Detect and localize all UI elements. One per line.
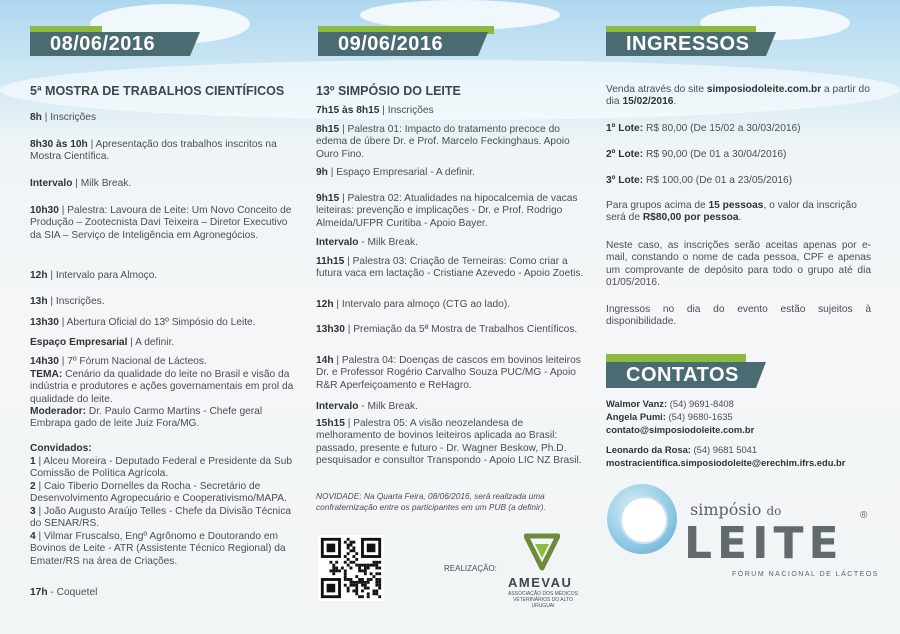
contatos-title: CONTATOS (626, 364, 739, 386)
schedule-entry: Intervalo - Milk Break. (316, 401, 418, 412)
ingressos-banner (606, 26, 786, 58)
date-2: 09/06/2016 (338, 33, 444, 55)
schedule-entry: 15h15 | Palestra 05: A visão neozelandesa de melhoramento de bovinos leiteiros aplicada ao Brasil: passado, presente e futuro - Dr. Wagner Beskow, Ph.D. pesquisador e consultor Transpondo - Apoio LIC NZ Brasil. (316, 418, 582, 467)
schedule-entry: 7h15 às 8h15 | Inscrições (316, 105, 434, 116)
schedule-entry: 9h | Espaço Empresarial - A definir. (316, 167, 475, 178)
caso-text: Neste caso, as inscrições serão aceitas apenas por e-mail, constando o nome de cada pessoa, CPF e apenas um comprovante de depósito para todo o grupo até dia 01/05/2016. (606, 240, 871, 289)
contact-item: Walmor Vanz: (54) 9691-8408 (606, 398, 734, 409)
realizacao-label: REALIZAÇÃO: (444, 564, 497, 573)
schedule-entry: 3 | João Augusto Araújo Telles - Chefe da Divisão Técnica do SENAR/RS. (30, 506, 292, 530)
schedule-entry: TEMA: Cenário da qualidade do leite no Brasil e visão da indústria e produtores e ações governamentais em prol da qualidade do leite. (30, 369, 294, 405)
date-1: 08/06/2016 (50, 33, 156, 55)
date-banner-2 (318, 26, 498, 58)
contatos-banner (606, 354, 776, 386)
schedule-entry: 12h | Intervalo para Almoço. (30, 270, 158, 281)
schedule-entry: 14h | Palestra 04: Doenças de cascos em bovinos leiteiros Dr. e Professor Rogério Carvalho Souza PUC/MG - Apoio R&R Aperfeiçoamento e ReHagro. (316, 355, 581, 391)
amevau-logo-icon (524, 532, 560, 572)
contact-email[interactable]: contato@simposiodoleite.com.br (606, 424, 755, 435)
schedule-entry: Intervalo - Milk Break. (316, 237, 418, 248)
contact-email[interactable]: mostracientifica.simposiodoleite@erechim.ifrs.edu.br (606, 457, 846, 468)
schedule-entry: 2 | Caio Tiberio Dornelles da Rocha - Secretário de Desenvolvimento Agropecuário e Cooperativismo/MAPA. (30, 481, 287, 505)
schedule-entry: 13h30 | Abertura Oficial do 13º Simpósio do Leite. (30, 317, 256, 328)
novidade-note: NOVIDADE: Na Quarta Feira, 08/06/2016, será realizada uma confraternização entre os participantes em um PUB (a definir). (316, 491, 546, 512)
schedule-entry: 12h | Intervalo para almoço (CTG ao lado). (316, 299, 511, 310)
lote-item: 2º Lote: R$ 90,00 (De 01 a 30/04/2016) (606, 149, 787, 160)
lote-item: 1º Lote: R$ 80,00 (De 15/02 a 30/03/2016) (606, 123, 801, 134)
schedule-entry: 1 | Alceu Moreira - Deputado Federal e Presidente da Sub Comissão de Política Agrícola. (30, 456, 293, 480)
grupo-text: Para grupos acima de 15 pessoas, o valor da inscrição será de R$80,00 por pessoa. (606, 200, 857, 224)
ingressos-intro: Venda através do site simposiodoleite.com.br a partir do dia 15/02/2016. (606, 84, 870, 108)
schedule-entry: 8h | Inscrições (30, 112, 97, 123)
qr-code[interactable] (318, 535, 384, 601)
contact-item: Leonardo da Rosa: (54) 9681 5041 (606, 444, 758, 455)
contact-item: Angela Pumi: (54) 9680-1635 (606, 411, 733, 422)
amevau-subtitle: ASSOCIAÇÃO DOS MÉDICOS VETERINÁRIOS DO ALTO URUGUAI (507, 591, 578, 609)
schedule-entry: 10h30 | Palestra: Lavoura de Leite: Um Novo Conceito de Produção – Zootecnista Davi Teixeira – Diretor Executivo da SIA – Serviço de Inteligência em Agronegócios. (30, 205, 292, 241)
ingressos-title: INGRESSOS (626, 33, 750, 55)
site-link[interactable]: simposiodoleite.com.br (706, 84, 822, 95)
logo-simposio: simpósio do (690, 500, 782, 519)
logo-forum: FÓRUM NACIONAL DE LÁCTEOS (732, 571, 879, 578)
schedule-entry: Espaço Empresarial | A definir. (30, 337, 175, 348)
date-banner-1 (30, 26, 210, 58)
schedule-entry: 13h | Inscrições. (30, 296, 105, 307)
schedule-entry: 13h30 | Premiação da 5ª Mostra de Trabalhos Científicos. (316, 324, 578, 335)
schedule-entry: 14h30 | 7º Fórum Nacional de Lácteos. (30, 356, 207, 367)
heading-1: 5ª MOSTRA DE TRABALHOS CIENTÍFICOS (30, 84, 285, 98)
logo-milk-drop-icon (620, 496, 668, 544)
schedule-entry: 17h - Coquetel (30, 587, 98, 598)
logo-leite: LEITE (684, 518, 844, 569)
schedule-entry: 8h30 às 10h | Apresentação dos trabalhos inscritos na Mostra Científica. (30, 139, 277, 163)
heading-2: 13º SIMPÓSIO DO LEITE (316, 84, 461, 98)
schedule-entry: Convidados: (30, 443, 92, 454)
schedule-entry: 9h15 | Palestra 02: Atualidades na hipocalcemia de vacas leiteiras: prevenção e implicações - Dr. e Prof. Rodrigo Almeida/UFPR Curitiba - Apoio Bayer. (316, 193, 578, 229)
schedule-entry: Moderador: Dr. Paulo Carmo Martins - Chefe geral Embrapa gado de leite Juiz Fora/MG. (30, 406, 263, 430)
logo-registered: ® (860, 510, 868, 521)
schedule-entry: 4 | Vilmar Fruscalso, Engº Agrônomo e Doutorando em Bovinos de Leite - ATR (Assistente Técnico Regional) da Emater/RS na área de Criações. (30, 531, 286, 567)
schedule-entry: Intervalo | Milk Break. (30, 178, 132, 189)
amevau-name: AMEVAU (508, 575, 573, 590)
schedule-entry: 8h15 | Palestra 01: Impacto do tratamento precoce do edema de úbere Dr. e Prof. Marcelo Feckinghaus. Apoio Ouro Fino. (316, 124, 570, 160)
lote-item: 3º Lote: R$ 100,00 (De 01 a 23/05/2016) (606, 175, 793, 186)
schedule-entry: 11h15 | Palestra 03: Criação de Terneiras: Como criar a futura vaca em lactação - Cristiane Azevedo - Apoio Zoetis. (316, 256, 584, 280)
dia-text: Ingressos no dia do evento estão sujeitos à disponibilidade. (606, 304, 871, 328)
